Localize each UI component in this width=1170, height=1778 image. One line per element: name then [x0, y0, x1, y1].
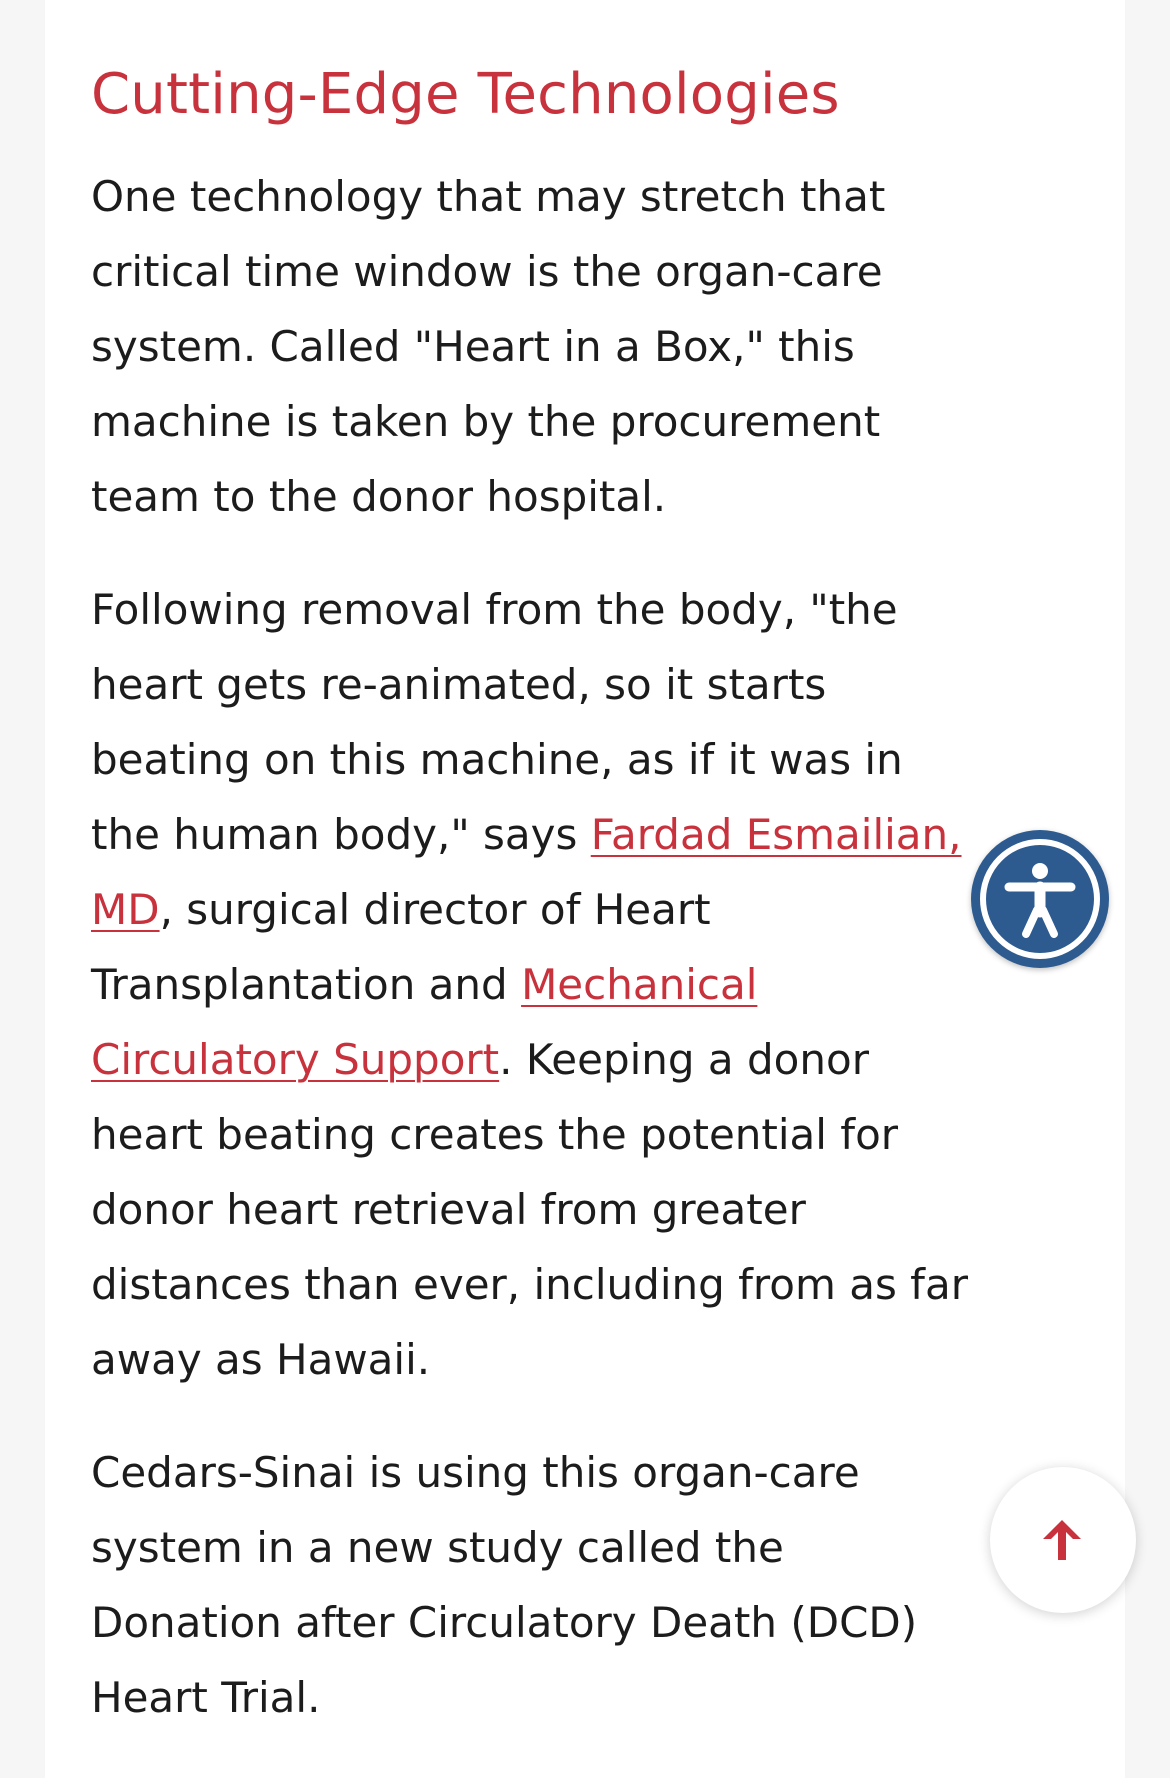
link-fardad-esmailian-md[interactable]: MD [91, 885, 160, 934]
text-line: distances than ever, including from as far [91, 1260, 968, 1309]
text-segment: . Keeping a donor [499, 1035, 869, 1084]
arrow-up-icon [1039, 1517, 1085, 1563]
text-line [91, 947, 1081, 1022]
text-line [91, 797, 1081, 872]
link-mechanical-circulatory-support[interactable]: Mechanical [521, 960, 758, 1009]
text-line: One technology that may stretch that [91, 172, 886, 221]
text-line: system in a new study called the [91, 1523, 784, 1572]
section-heading: Cutting-Edge Technologies [91, 62, 840, 127]
text-line [91, 872, 1081, 947]
link-fardad-esmailian[interactable]: Fardad Esmailian, [590, 810, 962, 859]
text-segment: Transplantation and [91, 960, 522, 1009]
text-line: Cedars-Sinai is using this organ-care [91, 1448, 860, 1497]
text-line [91, 1022, 1081, 1097]
text-line: heart beating creates the potential for [91, 1110, 899, 1159]
text-line: team to the donor hospital. [91, 472, 667, 521]
accessibility-person-icon [971, 830, 1109, 968]
text-line: Heart Trial. [91, 1673, 321, 1722]
text-segment: , surgical director of Heart [159, 885, 711, 934]
link-mechanical-circulatory-support-cont[interactable]: Circulatory Support [91, 1035, 500, 1084]
text-line: system. Called "Heart in a Box," this [91, 322, 855, 371]
accessibility-button[interactable] [971, 830, 1109, 968]
text-line: Following removal from the body, "the [91, 585, 898, 634]
text-line: away as Hawaii. [91, 1335, 431, 1384]
paragraph-dcd-heart-trial [91, 1435, 1081, 1735]
back-to-top-button[interactable] [990, 1467, 1136, 1613]
text-line: heart gets re-animated, so it starts [91, 660, 827, 709]
paragraph-heart-reanimation [91, 572, 1081, 1397]
text-line: critical time window is the organ-care [91, 247, 883, 296]
text-line: machine is taken by the procurement [91, 397, 881, 446]
text-line: Donation after Circulatory Death (DCD) [91, 1598, 918, 1647]
text-line: donor heart retrieval from greater [91, 1185, 806, 1234]
article-content [91, 55, 1081, 1735]
text-segment: the human body," says [91, 810, 591, 859]
paragraph-organ-care-system [91, 159, 1081, 534]
text-line: beating on this machine, as if it was in [91, 735, 903, 784]
